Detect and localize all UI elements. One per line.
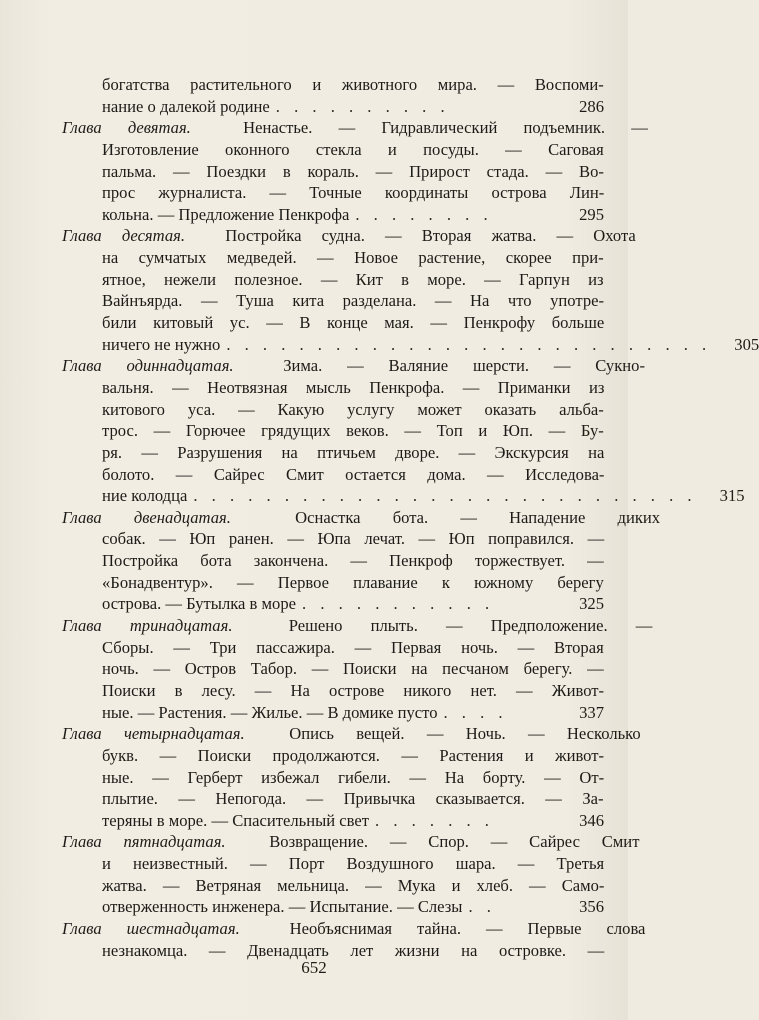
dot-leaders: . . . . . . . . . . . . . . . . . . . . . . . . . . . (226, 334, 712, 354)
toc-text: пальма. — Поездки в кораль. — Прирост стада. — Во- (102, 161, 604, 181)
toc-text: и неизвестный. — Порт Воздушного шара. — Третья (102, 854, 605, 874)
toc-line (62, 528, 604, 550)
toc-line (62, 875, 604, 897)
toc-line (62, 269, 604, 291)
toc-entry (62, 74, 604, 117)
toc-entry (62, 225, 759, 355)
toc-page-number: 315 (719, 486, 745, 506)
toc-page-number: 286 (579, 96, 604, 116)
toc-line-text (62, 918, 645, 940)
toc-text: били китовый ус. — В конце мая. — Пенкрофу больше (102, 313, 605, 333)
toc-line (62, 810, 604, 832)
toc-text: Постройка судна. — Вторая жатва. — Охота (225, 226, 636, 246)
dot-leaders: . . . . . . . . (355, 204, 493, 224)
toc-text: жатва. — Ветряная мельница. — Мука и хлеб. — Само- (102, 875, 605, 895)
toc-text: плытие. — Непогода. — Привычка сказывается. — За- (102, 789, 604, 809)
toc-line-text (102, 810, 369, 832)
toc-line (62, 377, 604, 399)
toc-page-number: 346 (579, 810, 604, 830)
toc-line-text (102, 593, 296, 615)
toc-line (62, 312, 604, 334)
toc-line-text (102, 377, 604, 399)
toc-line (62, 658, 604, 680)
toc-line-text (102, 702, 438, 724)
toc-line-text (102, 896, 462, 918)
toc-line (62, 745, 604, 767)
toc-line (62, 615, 653, 637)
toc-line (62, 204, 604, 226)
toc-text: китового уса. — Какую услугу может оказать альба- (102, 399, 604, 419)
toc-entry (62, 723, 641, 831)
chapter-title: Глава девятая. (62, 118, 191, 138)
toc-line (62, 442, 604, 464)
toc-text: острова. — Бутылка в море (102, 594, 297, 614)
toc-line-text (102, 290, 604, 312)
toc-line-text (102, 745, 604, 767)
toc-entry (62, 507, 661, 615)
toc-line-text (102, 204, 349, 226)
toc-line-text (102, 74, 604, 96)
toc-line (62, 788, 604, 810)
page-number: 652 (301, 958, 327, 977)
toc-line-text (102, 399, 604, 421)
toc-line (62, 96, 604, 118)
toc-line (62, 464, 604, 486)
toc-text: ные. — Растения. — Жилье. — В домике пусто (102, 702, 438, 722)
toc-line-text (102, 420, 604, 442)
toc-line-text (102, 550, 604, 572)
toc-line-text (102, 139, 604, 161)
toc-text: Изготовление оконного стекла и посуды. — Саговая (102, 139, 604, 159)
toc-text: нание о далекой родине (102, 96, 270, 116)
toc-line (62, 507, 661, 529)
toc-line-text (62, 615, 652, 637)
toc-text: прос журналиста. — Точные координаты острова Лин- (102, 183, 605, 203)
chapter-title: Глава одиннадцатая. (62, 356, 234, 376)
toc-line-text (102, 182, 604, 204)
dot-leaders: . . . . (443, 702, 508, 722)
toc-line (62, 896, 604, 918)
toc-line (62, 334, 759, 356)
toc-line (62, 161, 604, 183)
toc-line (62, 182, 604, 204)
toc-line (62, 637, 604, 659)
toc-text: ничего не нужно (102, 334, 221, 354)
toc-entry (62, 831, 640, 918)
chapter-title: Глава шестнадцатая. (62, 918, 240, 938)
dot-leaders: . . . . . . . . . . . (302, 594, 495, 614)
toc-page-number: 337 (579, 702, 604, 722)
toc-text: богатства растительного и животного мира. — Воспоми- (102, 75, 604, 94)
toc-text: Оснастка бота. — Нападение диких (295, 507, 661, 527)
toc-line-text (62, 117, 648, 139)
toc-line-text (102, 269, 604, 291)
toc-line-text (102, 572, 604, 594)
toc-line (62, 767, 604, 789)
chapter-title: Глава четырнадцатая. (62, 724, 245, 744)
dot-leaders: . . . . . . . . . . (275, 96, 450, 116)
toc-text: теряны в море. — Спасительный свет (102, 810, 370, 830)
toc-text: Необъяснимая тайна. — Первые слова (289, 918, 646, 938)
toc-line-text (102, 680, 604, 702)
toc-text: букв. — Поиски продолжаются. — Растения и живот- (102, 745, 605, 765)
toc-text: незнакомца. — Двенадцать лет жизни на островке. — (102, 940, 605, 960)
toc-line (62, 550, 604, 572)
toc-line (62, 723, 641, 745)
toc-text: Решено плыть. — Предположение. — (288, 616, 653, 636)
toc-text: вальня. — Неотвязная мысль Пенкрофа. — Приманки из (102, 377, 605, 397)
toc-line (62, 831, 640, 853)
toc-line-text (62, 831, 639, 853)
toc-line (62, 702, 604, 724)
toc-text: болото. — Сайрес Смит остается дома. — Исследова- (102, 464, 605, 484)
toc-line (62, 355, 645, 377)
chapter-title: Глава десятая. (62, 226, 185, 246)
toc-text: «Бонадвентур». — Первое плавание к южному берегу (102, 572, 604, 592)
toc-text: кольна. — Предложение Пенкрофа (102, 204, 350, 224)
toc-line-text (102, 875, 604, 897)
toc-text: трос. — Горючее грядущих веков. — Топ и Юп. — Бу- (102, 421, 604, 441)
toc-page-number: 325 (579, 594, 604, 614)
toc-text: Возвращение. — Спор. — Сайрес Смит (269, 832, 640, 852)
toc-line (62, 247, 604, 269)
table-of-contents (62, 74, 759, 961)
toc-page-number: 356 (579, 897, 604, 917)
toc-line (62, 572, 604, 594)
toc-text: ночь. — Остров Табор. — Поиски на песчаном берегу. — (102, 659, 604, 679)
toc-line (62, 74, 604, 96)
toc-text: собак. — Юп ранен. — Юпа лечат. — Юп поправился. — (102, 529, 605, 549)
toc-line-text (102, 96, 270, 118)
toc-line-text (102, 767, 604, 789)
toc-text: Постройка бота закончена. — Пенкроф торжествует. — (102, 551, 604, 571)
toc-text: ные. — Герберт избежал гибели. — На борту. — От- (102, 767, 605, 787)
toc-line-text (62, 507, 660, 529)
toc-text: Вайнъярда. — Туша кита разделана. — На что употре- (102, 291, 605, 311)
toc-line-text (102, 788, 604, 810)
toc-line (62, 290, 604, 312)
dot-leaders: . . . . . . . (375, 810, 494, 830)
toc-line (62, 485, 745, 507)
chapter-title: Глава двенадцатая. (62, 507, 231, 527)
toc-text: ятное, нежели полезное. — Кит в море. — Гарпун из (102, 269, 604, 289)
toc-line-text (102, 853, 604, 875)
chapter-title: Глава тринадцатая. (62, 616, 233, 636)
dot-leaders: . . . . . . . . . . . . . . . . . . . . . . . . . . . . (193, 486, 697, 506)
toc-line (62, 139, 604, 161)
toc-line-text (102, 334, 220, 356)
toc-line (62, 918, 646, 940)
toc-line-text (102, 528, 604, 550)
toc-text: отверженность инженера. — Испытание. — Слезы (102, 897, 463, 917)
toc-text: Поиски в лесу. — На острове никого нет. — Живот- (102, 680, 605, 700)
toc-text: Зима. — Валяние шерсти. — Сукно- (283, 356, 645, 376)
toc-line-text (102, 464, 604, 486)
toc-line (62, 420, 604, 442)
toc-line (62, 117, 648, 139)
toc-line-text (62, 723, 641, 745)
toc-line-text (102, 442, 604, 464)
toc-text: Сборы. — Три пассажира. — Первая ночь. — Вторая (102, 637, 604, 657)
toc-line-text (102, 485, 187, 507)
toc-entry (62, 615, 653, 723)
toc-line-text (102, 161, 604, 183)
toc-text: ря. — Разрушения на птичьем дворе. — Экскурсия на (102, 442, 605, 462)
chapter-title: Глава пятнадцатая. (62, 832, 226, 852)
toc-line-text (62, 225, 636, 247)
toc-text: Опись вещей. — Ночь. — Несколько (289, 724, 641, 744)
toc-text: на сумчатых медведей. — Новое растение, скорее при- (102, 248, 604, 268)
toc-text: Ненастье. — Гидравлический подъемник. — (243, 118, 648, 138)
toc-line-text (62, 355, 645, 377)
toc-entry (62, 918, 646, 961)
toc-line (62, 853, 604, 875)
toc-line (62, 680, 604, 702)
toc-line-text (102, 312, 604, 334)
toc-line-text (102, 658, 604, 680)
dot-leaders: . . (468, 897, 496, 917)
toc-text: ние колодца (102, 486, 188, 506)
toc-line (62, 225, 636, 247)
toc-line-text (102, 637, 604, 659)
toc-entry (62, 355, 745, 506)
toc-page-number: 305 (734, 334, 759, 354)
toc-line (62, 593, 604, 615)
toc-line-text (102, 247, 604, 269)
toc-line (62, 399, 604, 421)
toc-entry (62, 117, 648, 225)
toc-page-number: 295 (579, 204, 604, 224)
